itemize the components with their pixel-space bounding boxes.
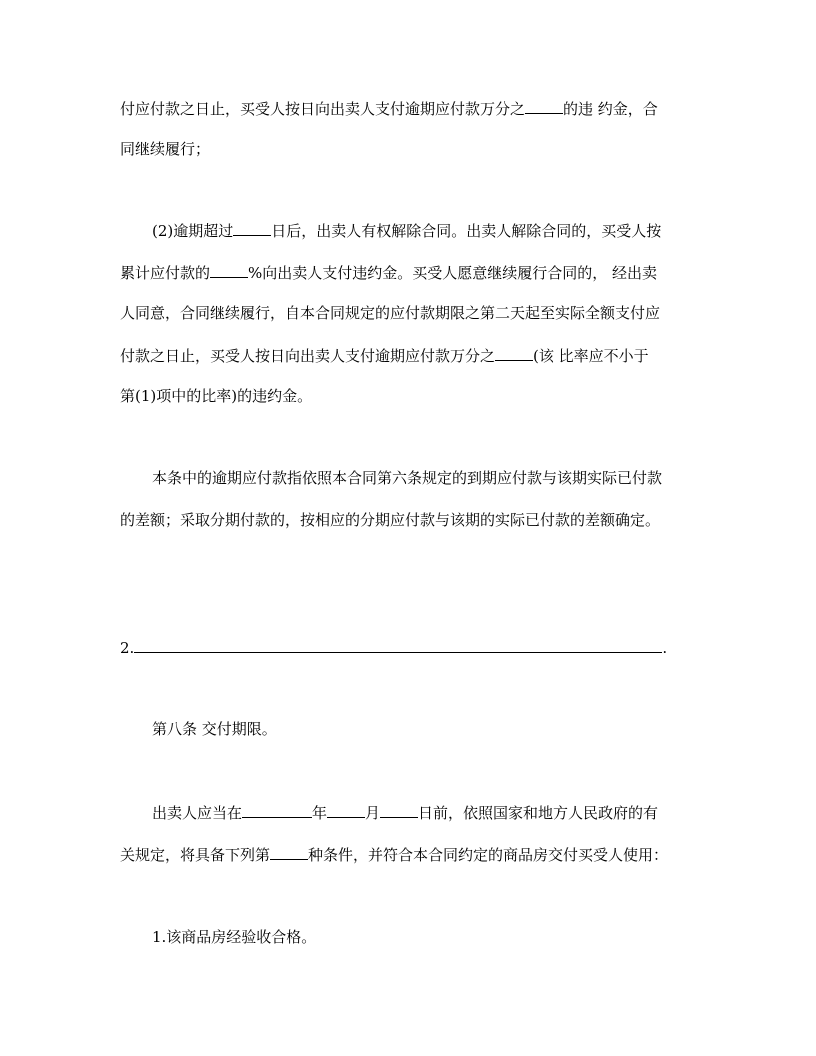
p4-line-2: 关规定，将具备下列第 种条件，并符合本合同约定的商品房交付买受人使用： <box>120 846 669 864</box>
p1-line-1: 付应付款之日止，买受人按日向出卖人支付逾期应付款万分之 的违 约金，合 <box>120 100 658 118</box>
item-1: 1.该商品房经验收合格。 <box>152 928 317 946</box>
p3-line-1: 本条中的逾期应付款指依照本合同第六条规定的到期应付款与该期实际已付款 <box>152 469 663 487</box>
p2-line-3: 人同意，合同继续履行，自本合同规定的应付款期限之第二天起至实际全额支付应 <box>120 304 661 322</box>
penalty-rate-blank[interactable] <box>525 98 563 114</box>
delivery-year-blank[interactable] <box>242 802 312 818</box>
overdue-days-blank[interactable] <box>233 220 271 236</box>
condition-number-blank[interactable] <box>270 844 308 860</box>
p2-line-2: 累计应付款的 %向出卖人支付违约金。买受人愿意继续履行合同的， 经出卖 <box>120 264 658 282</box>
p4-line-1: 出卖人应当在 年 月 日前，依照国家和地方人民政府的有 <box>152 804 659 822</box>
penalty-percent-blank[interactable] <box>210 262 248 278</box>
p3-line-2: 的差额；采取分期付款的，按相应的分期应付款与该期的实际已付款的差额确定。 <box>120 511 661 529</box>
p2-line-1: (2)逾期超过 日后，出卖人有权解除合同。出卖人解除合同的，买受人按 <box>152 222 662 240</box>
p2-line-5: 第(1)项中的比率)的违约金。 <box>120 387 313 405</box>
p1-line-2: 同继续履行； <box>120 140 211 158</box>
continued-penalty-rate-blank[interactable] <box>495 345 533 361</box>
p2-line-4: 付款之日止，买受人按日向出卖人支付逾期应付款万分之 (该 比率应不小于 <box>120 347 649 365</box>
item-2-blank[interactable] <box>134 637 662 653</box>
delivery-month-blank[interactable] <box>327 802 365 818</box>
article-8-title: 第八条 交付期限。 <box>152 720 277 738</box>
item-2: 2. . <box>120 639 668 657</box>
delivery-day-blank[interactable] <box>380 802 418 818</box>
